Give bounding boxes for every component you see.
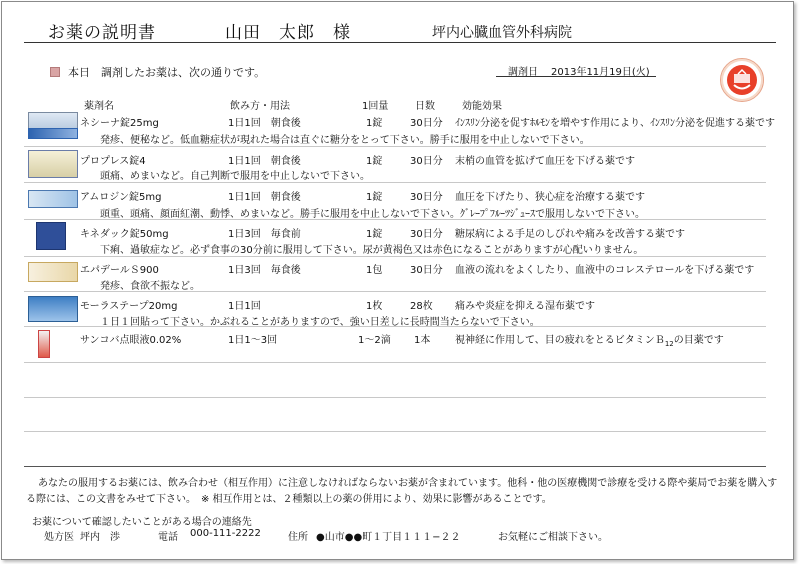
phone-value: 000-111-2222 xyxy=(190,528,261,539)
row-divider xyxy=(24,397,766,398)
drug-dose-5: 1包 xyxy=(366,265,383,276)
drug-usage-6: 1日1回 xyxy=(228,301,261,312)
row-divider xyxy=(24,182,766,183)
address-value: ●山市●●町１丁目１１１−２２ xyxy=(316,532,461,543)
col-header-usage: 飲み方・用法 xyxy=(230,101,290,112)
drug-note-4: 下痢、過敏症など。必ず食事の30分前に服用して下さい。尿が黄褐色又は赤色になることがありますが心配いりません。 xyxy=(100,245,644,256)
col-header-effect: 効能効果 xyxy=(462,101,502,112)
drug-image-3 xyxy=(28,190,78,208)
drug-name-5: エパデールＳ900 xyxy=(80,265,159,276)
doctor-label: 処方医 xyxy=(44,532,74,543)
drug-dose-2: 1錠 xyxy=(366,156,383,167)
document-title: お薬の説明書 xyxy=(48,23,156,43)
drug-effect-1: ｲﾝｽﾘﾝ分泌を促すﾎﾙﾓﾝを増やす作用により、ｲﾝｽﾘﾝ分泌を促進する薬です xyxy=(455,118,775,129)
drug-days-2: 30日分 xyxy=(410,156,443,167)
drug-name-2: プロプレス錠4 xyxy=(80,156,146,167)
drug-dose-6: 1枚 xyxy=(366,301,383,312)
hospital-logo xyxy=(720,58,764,102)
drug-usage-7: 1日1～3回 xyxy=(228,335,278,346)
phone-label: 電話 xyxy=(158,532,178,543)
intro-text: 本日 調剤したお薬は、次の通りです。 xyxy=(68,66,266,79)
drug-effect-7: 視神経に作用して、目の疲れをとるビタミンＢ$_{12}$の目薬です xyxy=(455,335,724,348)
interaction-warning-line1: あなたの服用するお薬には、飲み合わせ（相互作用）に注意しなければならないお薬が含まれています。他科・他の医療機関で診療を受ける際や薬局でお薬を購入す xyxy=(38,478,778,489)
row-divider xyxy=(24,431,766,432)
hospital-name: 坪内心臓血管外科病院 xyxy=(432,25,572,41)
patient-name: 山田 太郎 様 xyxy=(225,23,351,43)
drug-image-2 xyxy=(28,150,78,178)
bullet-square-icon xyxy=(50,67,60,77)
drug-days-4: 30日分 xyxy=(410,229,443,240)
drug-name-1: ネシーナ錠25mg xyxy=(80,118,159,129)
drug-effect-2: 末梢の血管を拡げて血圧を下げる薬です xyxy=(455,156,635,167)
doctor-name: 坪内 渉 xyxy=(80,532,120,543)
row-divider xyxy=(24,146,766,147)
drug-image-4 xyxy=(36,222,66,250)
row-divider xyxy=(24,256,766,257)
dispense-date-label: 調剤日 xyxy=(508,67,538,78)
contact-heading: お薬について確認したいことがある場合の連絡先 xyxy=(32,517,252,528)
drug-note-1: 発疹、便秘など。低血糖症状が現れた場合は直ぐに糖分をとって下さい。勝手に服用を中止しないで下さい。 xyxy=(100,135,590,146)
interaction-warning-line2: る際には、この文書をみせて下さい。 ※ 相互作用とは、２種類以上の薬の併用により、効果に影響があることです。 xyxy=(26,494,552,505)
drug-days-6: 28枚 xyxy=(410,301,433,312)
drug-dose-1: 1錠 xyxy=(366,118,383,129)
drug-dose-4: 1錠 xyxy=(366,229,383,240)
drug-name-7: サンコバ点眼液0.02% xyxy=(80,335,182,346)
drug-note-2: 頭痛、めまいなど。自己判断で服用を中止しないで下さい。 xyxy=(100,171,370,182)
drug-effect-4: 糖尿病による手足のしびれや痛みを改善する薬です xyxy=(455,229,685,240)
drug-days-1: 30日分 xyxy=(410,118,443,129)
row-divider xyxy=(24,291,766,292)
drug-dose-3: 1錠 xyxy=(366,192,383,203)
drug-dose-7: 1～2滴 xyxy=(358,335,391,346)
drug-name-4: キネダック錠50mg xyxy=(80,229,169,240)
drug-effect-3: 血圧を下げたり、狭心症を治療する薬です xyxy=(455,192,645,203)
drug-days-3: 30日分 xyxy=(410,192,443,203)
drug-image-6 xyxy=(28,296,78,322)
drug-usage-5: 1日3回 毎食後 xyxy=(228,265,301,276)
col-header-dose: 1回量 xyxy=(362,101,389,112)
drug-usage-2: 1日1回 朝食後 xyxy=(228,156,301,167)
drug-name-6: モーラステープ20mg xyxy=(80,301,178,312)
drug-image-5 xyxy=(28,262,78,282)
drug-image-7 xyxy=(38,330,50,358)
drug-usage-4: 1日3回 毎食前 xyxy=(228,229,301,240)
drug-note-5: 発疹、食欲不振など。 xyxy=(100,281,200,292)
table-bottom-rule xyxy=(24,466,766,467)
date-underline xyxy=(496,76,656,77)
closing-note: お気軽にご相談下さい。 xyxy=(498,532,608,543)
drug-days-5: 30日分 xyxy=(410,265,443,276)
drug-effect-5: 血液の流れをよくしたり、血液中のコレステロールを下げる薬です xyxy=(455,265,755,276)
col-header-name: 薬剤名 xyxy=(84,101,114,112)
address-label: 住所 xyxy=(288,532,308,543)
dispense-date-value: 2013年11月19日(火) xyxy=(551,67,650,78)
header-rule xyxy=(24,42,776,43)
row-divider xyxy=(24,219,766,220)
drug-usage-3: 1日1回 朝食後 xyxy=(228,192,301,203)
drug-note-6: １日１回貼って下さい。かぶれることがありますので、強い日差しに長時間当たらないで下さい。 xyxy=(100,317,540,328)
drug-note-3: 頭重、頭痛、顔面紅潮、動悸、めまいなど。勝手に服用を中止しないで下さい。ｸﾞﾚｰﾌﾟﾌﾙｰﾂｼﾞｭｰｽで服用しないで下さい。 xyxy=(100,209,645,220)
drug-image-1-strip xyxy=(28,128,78,139)
drug-usage-1: 1日1回 朝食後 xyxy=(228,118,301,129)
col-header-days: 日数 xyxy=(415,101,435,112)
drug-days-7: 1本 xyxy=(414,335,431,346)
drug-name-3: アムロジン錠5mg xyxy=(80,192,162,203)
row-divider xyxy=(24,362,766,363)
drug-effect-6: 痛みや炎症を抑える湿布薬です xyxy=(455,301,595,312)
row-divider xyxy=(24,326,766,327)
